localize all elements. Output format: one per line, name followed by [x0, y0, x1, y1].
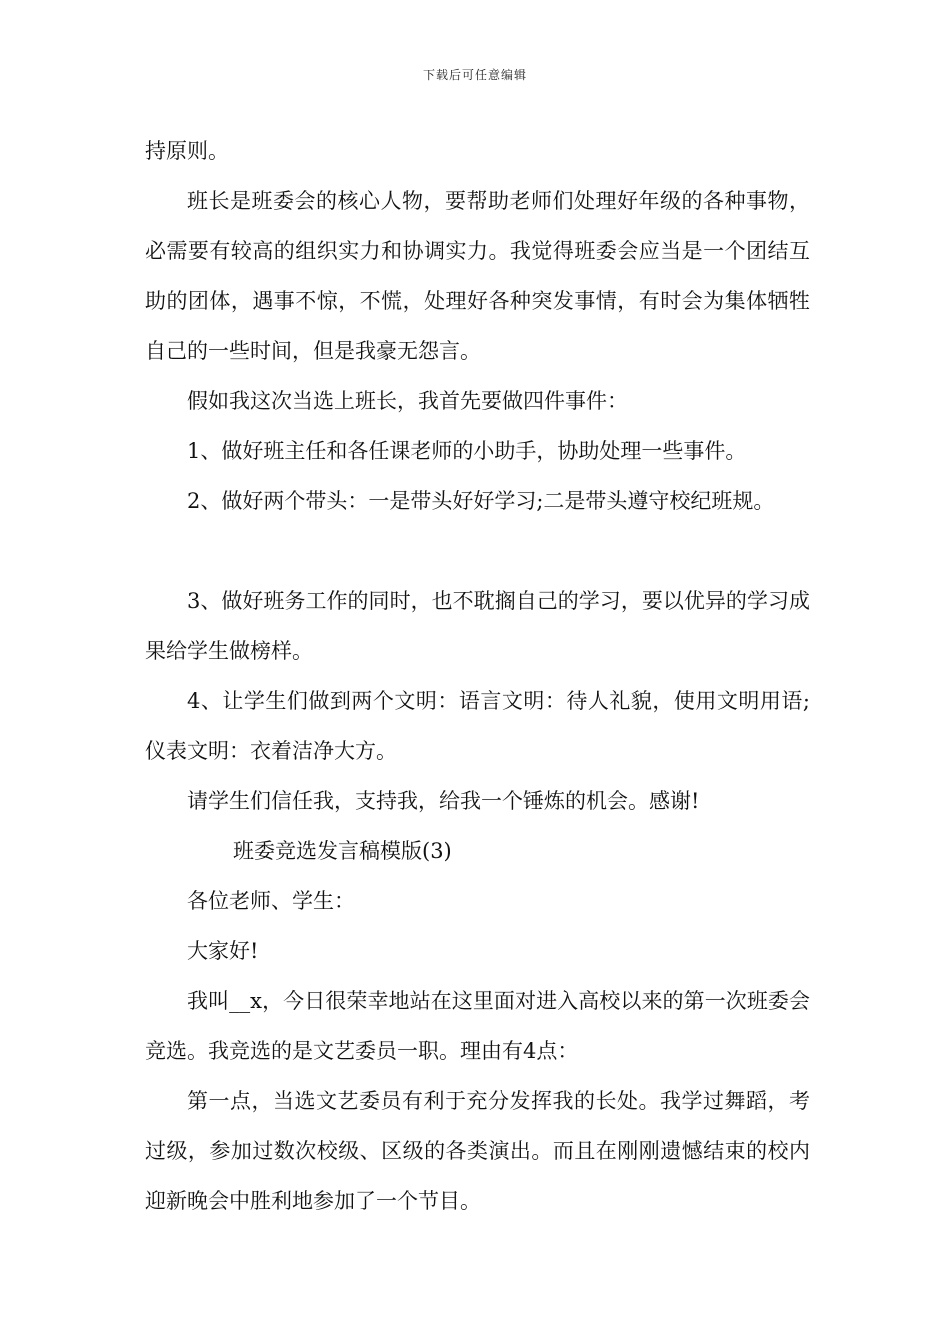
document-body [145, 126, 810, 1226]
blank-line [145, 526, 810, 576]
list-item-4: 4、让学生们做到两个文明：语言文明：待人礼貌，使用文明用语;仪表文明：衣着洁净大方。 [145, 689, 810, 763]
list-item-3: 3、做好班务工作的同时，也不耽搁自己的学习，要以优异的学习成果给学生做榜样。 [145, 589, 810, 663]
paragraph-continuation: 持原则。 [145, 139, 229, 163]
list-item-1: 1、做好班主任和各任课老师的小助手，协助处理一些事件。 [187, 439, 747, 463]
section-title: 班委竞选发言稿模版(3) [233, 839, 452, 863]
paragraph-salutation: 各位老师、学生： [187, 889, 355, 913]
paragraph-closing-thanks: 请学生们信任我，支持我，给我一个锤炼的机会。感谢! [187, 789, 700, 813]
paragraph-monitor-role: 班长是班委会的核心人物，要帮助老师们处理好年级的各种事物，必需要有较高的组织实力和协调实力。我觉得班委会应当是一个团结互助的团体，遇事不惊，不慌，处理好各种突发事情，有时会为集体牺牲自己的一些时间，但是我豪无怨言。 [145, 189, 810, 363]
paragraph-self-intro: 我叫__x，今日很荣幸地站在这里面对进入高校以来的第一次班委会竞选。我竞选的是文艺委员一职。理由有4点： [145, 989, 810, 1063]
paragraph-greeting: 大家好! [187, 939, 259, 963]
paragraph-four-things-intro: 假如我这次当选上班长，我首先要做四件事件： [187, 389, 628, 413]
paragraph-point-one: 第一点，当选文艺委员有利于充分发挥我的长处。我学过舞蹈，考过级，参加过数次校级、区级的各类演出。而且在刚刚遗憾结束的校内迎新晚会中胜利地参加了一个节目。 [145, 1089, 810, 1213]
page-header-note: 下载后可任意编辑 [422, 68, 527, 82]
list-item-2: 2、做好两个带头：一是带头好好学习;二是带头遵守校纪班规。 [187, 489, 775, 513]
